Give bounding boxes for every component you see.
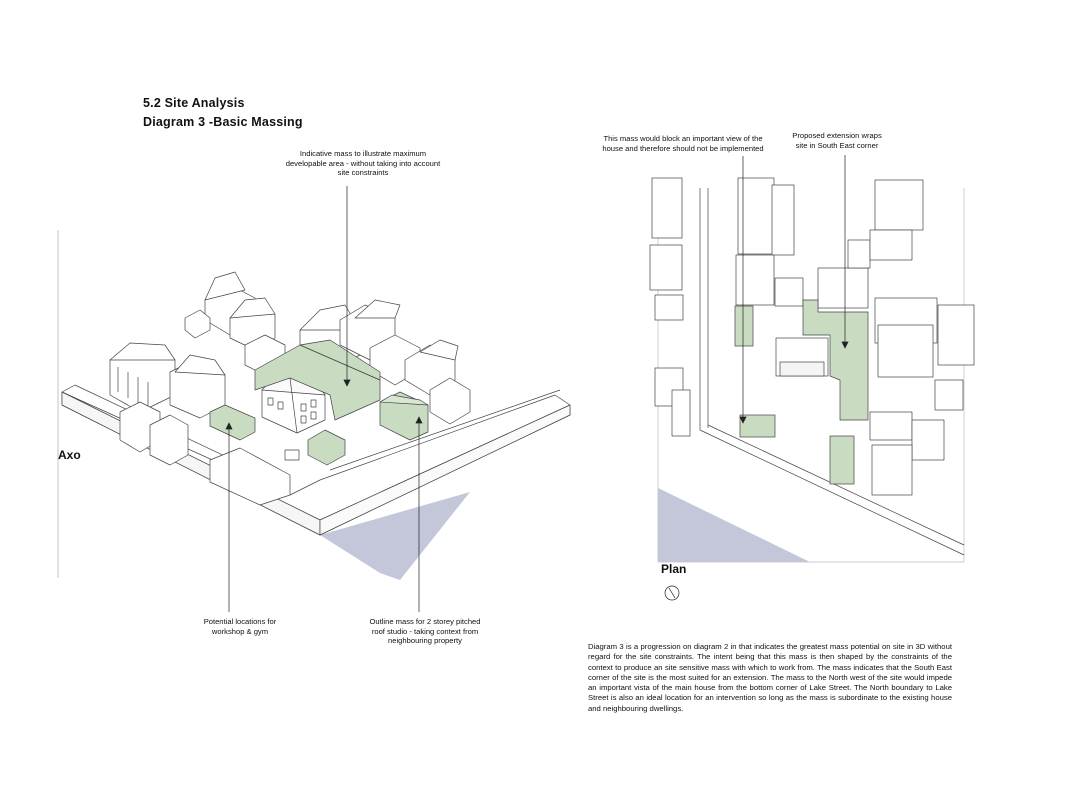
plan-house <box>775 278 803 306</box>
plan-drawing <box>650 178 974 600</box>
plan-house <box>870 412 912 440</box>
axo-mass-gym <box>308 430 345 465</box>
plan-label: Plan <box>661 562 687 576</box>
axo-drawing <box>58 230 570 580</box>
note-indicative-mass: Indicative mass to illustrate maximum developable area - without taking into account site constraints <box>285 149 441 178</box>
plan-house <box>912 420 944 460</box>
plan-house <box>870 230 912 260</box>
axo-mass-workshop <box>210 405 255 440</box>
plan-mass-north <box>735 306 753 346</box>
plan-house <box>935 380 963 410</box>
plan-house <box>736 255 774 305</box>
note-blocked-view: This mass would block an important view of the house and therefore should not be implemented <box>602 134 764 153</box>
plan-shadow <box>658 488 810 562</box>
note-workshop-gym: Potential locations for workshop & gym <box>203 617 277 636</box>
plan-house <box>650 245 682 290</box>
note-proposed-extension: Proposed extension wraps site in South East corner <box>792 131 882 150</box>
plan-house <box>652 178 682 238</box>
axo-house <box>150 415 188 465</box>
plan-house <box>938 305 974 365</box>
axo-label: Axo <box>58 448 81 462</box>
plan-house <box>878 325 933 377</box>
plan-house <box>875 180 923 230</box>
note-outline-mass: Outline mass for 2 storey pitched roof studio - taking context from neighbouring property <box>369 617 481 646</box>
plan-house <box>738 178 774 254</box>
section-title: 5.2 Site Analysis <box>143 96 245 110</box>
axo-shadow <box>320 492 470 580</box>
plan-mass-studio <box>830 436 854 484</box>
plan-house <box>818 268 868 308</box>
plan-house <box>848 240 870 268</box>
axo-house <box>210 448 290 505</box>
diagram-title: Diagram 3 -Basic Massing <box>143 115 303 129</box>
plan-house <box>772 185 794 255</box>
plan-house <box>655 295 683 320</box>
plan-house <box>672 390 690 436</box>
plan-house <box>872 445 912 495</box>
description-paragraph: Diagram 3 is a progression on diagram 2 in that indicates the greatest mass potential on site in 3D without regard for the site constraints. The intent being that this mass is then shaped by the constraints of the context to produce an site sensitive mass with which to work from. The mass indicates that the South East corner of the site is the most suited for an extension. The mass to the North west of the site would impede an important vista of the main house from the bottom corner of Lake Street. The North boundary to Lake Street is also an ideal location for an intervention so long as the mass is subordinate to the existing house and neighbouring dwellings. <box>588 642 952 713</box>
